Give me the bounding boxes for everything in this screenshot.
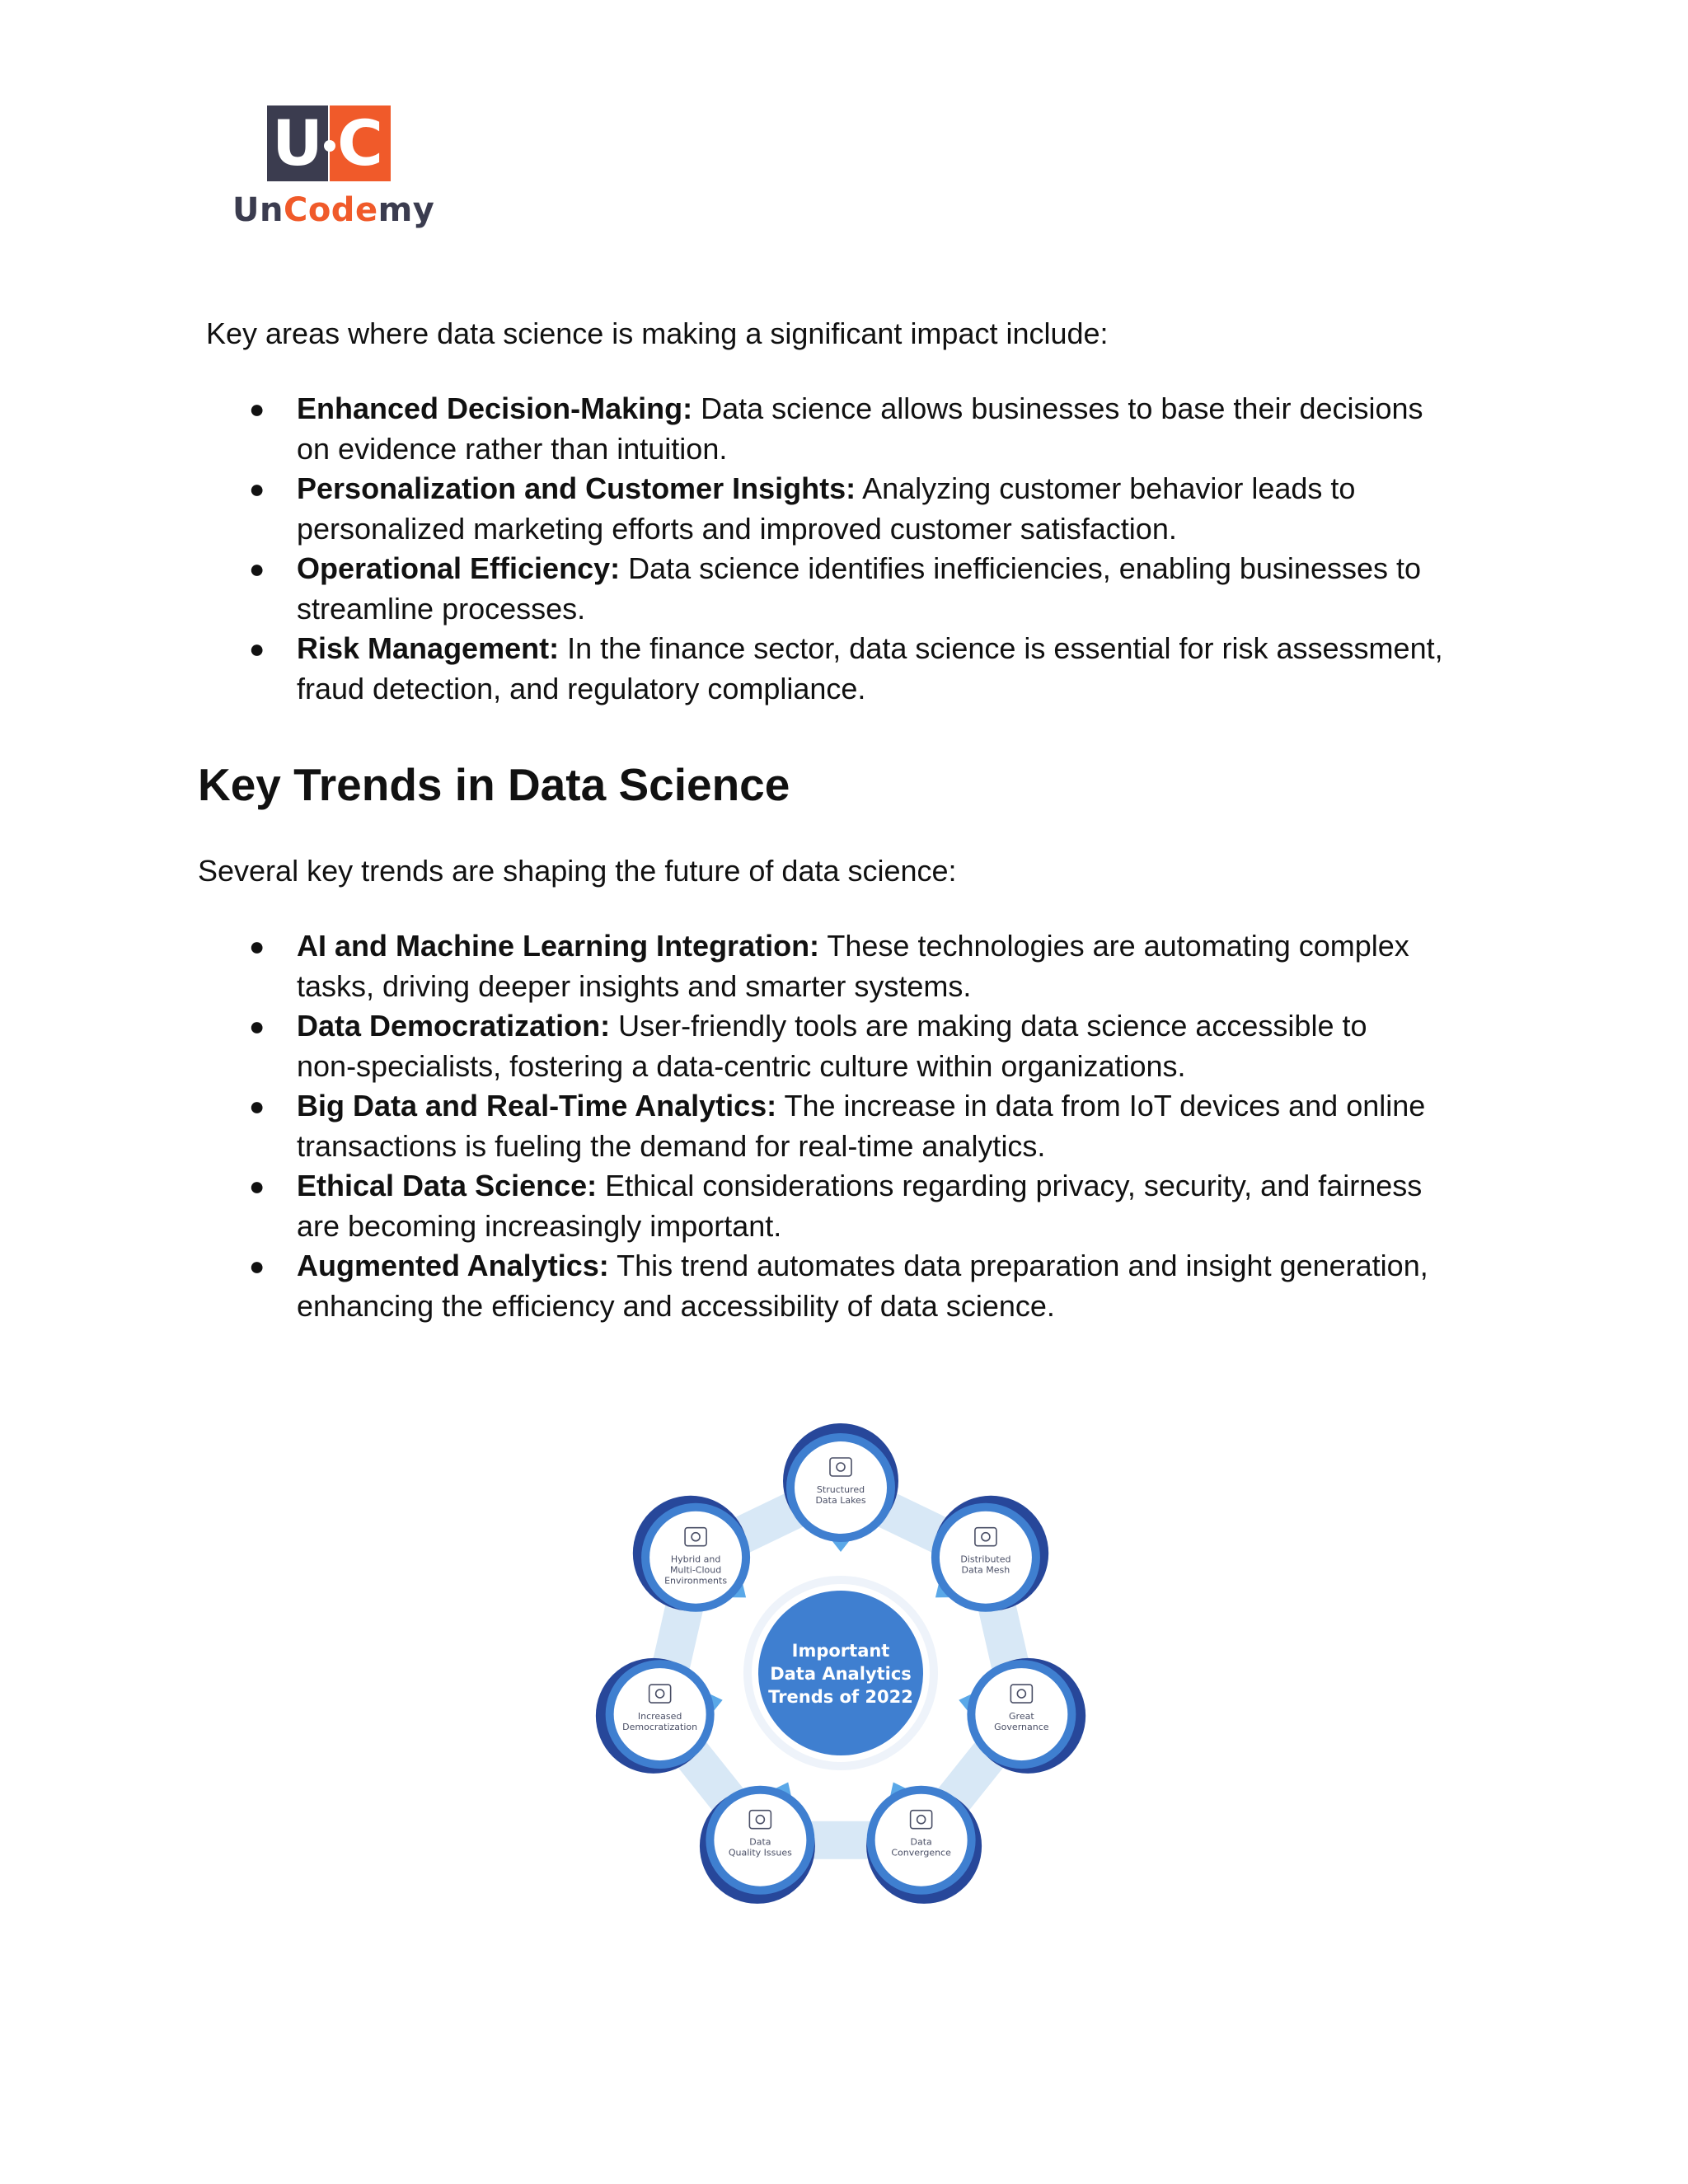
list-item: [0, 629, 1484, 709]
item-term: Ethical Data Science:: [297, 1169, 598, 1202]
item-term: Risk Management:: [297, 631, 560, 665]
logo-word-part: my: [377, 191, 435, 229]
item-text: non-specialists, fostering a data-centric culture within organizations.: [297, 1048, 1186, 1083]
item-text: This trend automates data preparation and insight generation,: [608, 1249, 1428, 1282]
bullet-icon: ●: [249, 1251, 265, 1281]
infographic-svg: [536, 1364, 1146, 1933]
item-term: Data Democratization:: [297, 1009, 611, 1043]
logo-wordmark: [232, 191, 434, 229]
item-term: AI and Machine Learning Integration:: [297, 929, 820, 963]
list-item: [0, 1246, 1484, 1326]
item-text: streamline processes.: [297, 591, 586, 626]
node-label: Environments: [664, 1575, 728, 1586]
list-item: [0, 549, 1484, 629]
item-text: Data science allows businesses to base their decisions: [692, 391, 1423, 425]
node-label: Convergence: [891, 1847, 951, 1858]
center-title: Data Analytics: [770, 1664, 912, 1684]
center-title: Important: [791, 1641, 890, 1661]
item-text: Data science identifies inefficiencies, enabling businesses to: [620, 551, 1422, 585]
node-label: Data Lakes: [815, 1495, 866, 1506]
center-title: Trends of 2022: [768, 1687, 913, 1707]
node-label: Quality Issues: [728, 1847, 792, 1858]
logo-word-part: Un: [232, 191, 284, 229]
node-label: Structured: [816, 1484, 865, 1495]
item-text: enhancing the efficiency and accessibility of data science.: [297, 1288, 1055, 1323]
logo-dot: [324, 140, 335, 152]
node-label: Hybrid and: [670, 1554, 721, 1565]
list-item: [0, 926, 1484, 1006]
node-label: Democratization: [622, 1722, 698, 1733]
logo-letter-u: U: [267, 105, 328, 181]
trend-node: [931, 1496, 1048, 1612]
item-text: Analyzing customer behavior leads to: [856, 471, 1356, 505]
item-text: tasks, driving deeper insights and smarter systems.: [297, 968, 972, 1003]
impact-list: [0, 389, 1688, 709]
node-label: Data: [749, 1836, 771, 1848]
item-term: Augmented Analytics:: [297, 1249, 609, 1282]
item-text: Ethical considerations regarding privacy, security, and fairness: [597, 1169, 1423, 1202]
node-label: Distributed: [960, 1554, 1011, 1565]
trend-node: [633, 1496, 750, 1612]
item-term: Personalization and Customer Insights:: [297, 471, 856, 505]
bullet-icon: ●: [249, 634, 265, 663]
bullet-icon: ●: [249, 394, 265, 424]
bullet-icon: ●: [249, 474, 265, 504]
item-text: The increase in data from IoT devices and online: [776, 1089, 1426, 1122]
item-text: User-friendly tools are making data science accessible to: [610, 1009, 1367, 1043]
trends-intro: Several key trends are shaping the future of data science:: [198, 854, 957, 888]
list-item: [0, 389, 1484, 469]
uncodemy-logo: [227, 105, 435, 229]
bullet-icon: ●: [249, 931, 265, 961]
data-analytics-trends-infographic: [536, 1364, 1146, 1933]
trends-list: [0, 926, 1688, 1326]
logo-word-part: Code: [283, 191, 378, 229]
item-text: on evidence rather than intuition.: [297, 431, 728, 466]
item-term: Operational Efficiency:: [297, 551, 621, 585]
bullet-icon: ●: [249, 1171, 265, 1201]
item-term: Enhanced Decision-Making:: [297, 391, 693, 425]
bullet-icon: ●: [249, 554, 265, 583]
bullet-icon: ●: [249, 1011, 265, 1041]
bullet-icon: ●: [249, 1091, 265, 1121]
node-label: Great: [1009, 1711, 1034, 1722]
node-label: Data: [910, 1836, 932, 1848]
list-item: [0, 1006, 1484, 1086]
item-text: fraud detection, and regulatory compliance.: [297, 671, 866, 705]
trend-node: [783, 1423, 898, 1552]
node-label: Multi-Cloud: [669, 1564, 722, 1576]
item-text: In the finance sector, data science is essential for risk assessment,: [559, 631, 1443, 665]
node-label: Data Mesh: [961, 1564, 1010, 1576]
impact-intro: Key areas where data science is making a significant impact include:: [206, 316, 1109, 350]
item-text: transactions is fueling the demand for real-time analytics.: [297, 1128, 1046, 1163]
item-text: are becoming increasingly important.: [297, 1208, 782, 1243]
list-item: [0, 1086, 1484, 1166]
logo-letter-c: C: [330, 105, 391, 181]
list-item: [0, 469, 1484, 549]
section-heading: Key Trends in Data Science: [198, 759, 790, 810]
item-text: These technologies are automating complex: [819, 929, 1409, 963]
item-term: Big Data and Real-Time Analytics:: [297, 1089, 777, 1122]
list-item: [0, 1166, 1484, 1246]
node-label: Governance: [994, 1722, 1049, 1733]
node-label: Increased: [637, 1711, 682, 1722]
item-text: personalized marketing efforts and improved customer satisfaction.: [297, 511, 1177, 546]
